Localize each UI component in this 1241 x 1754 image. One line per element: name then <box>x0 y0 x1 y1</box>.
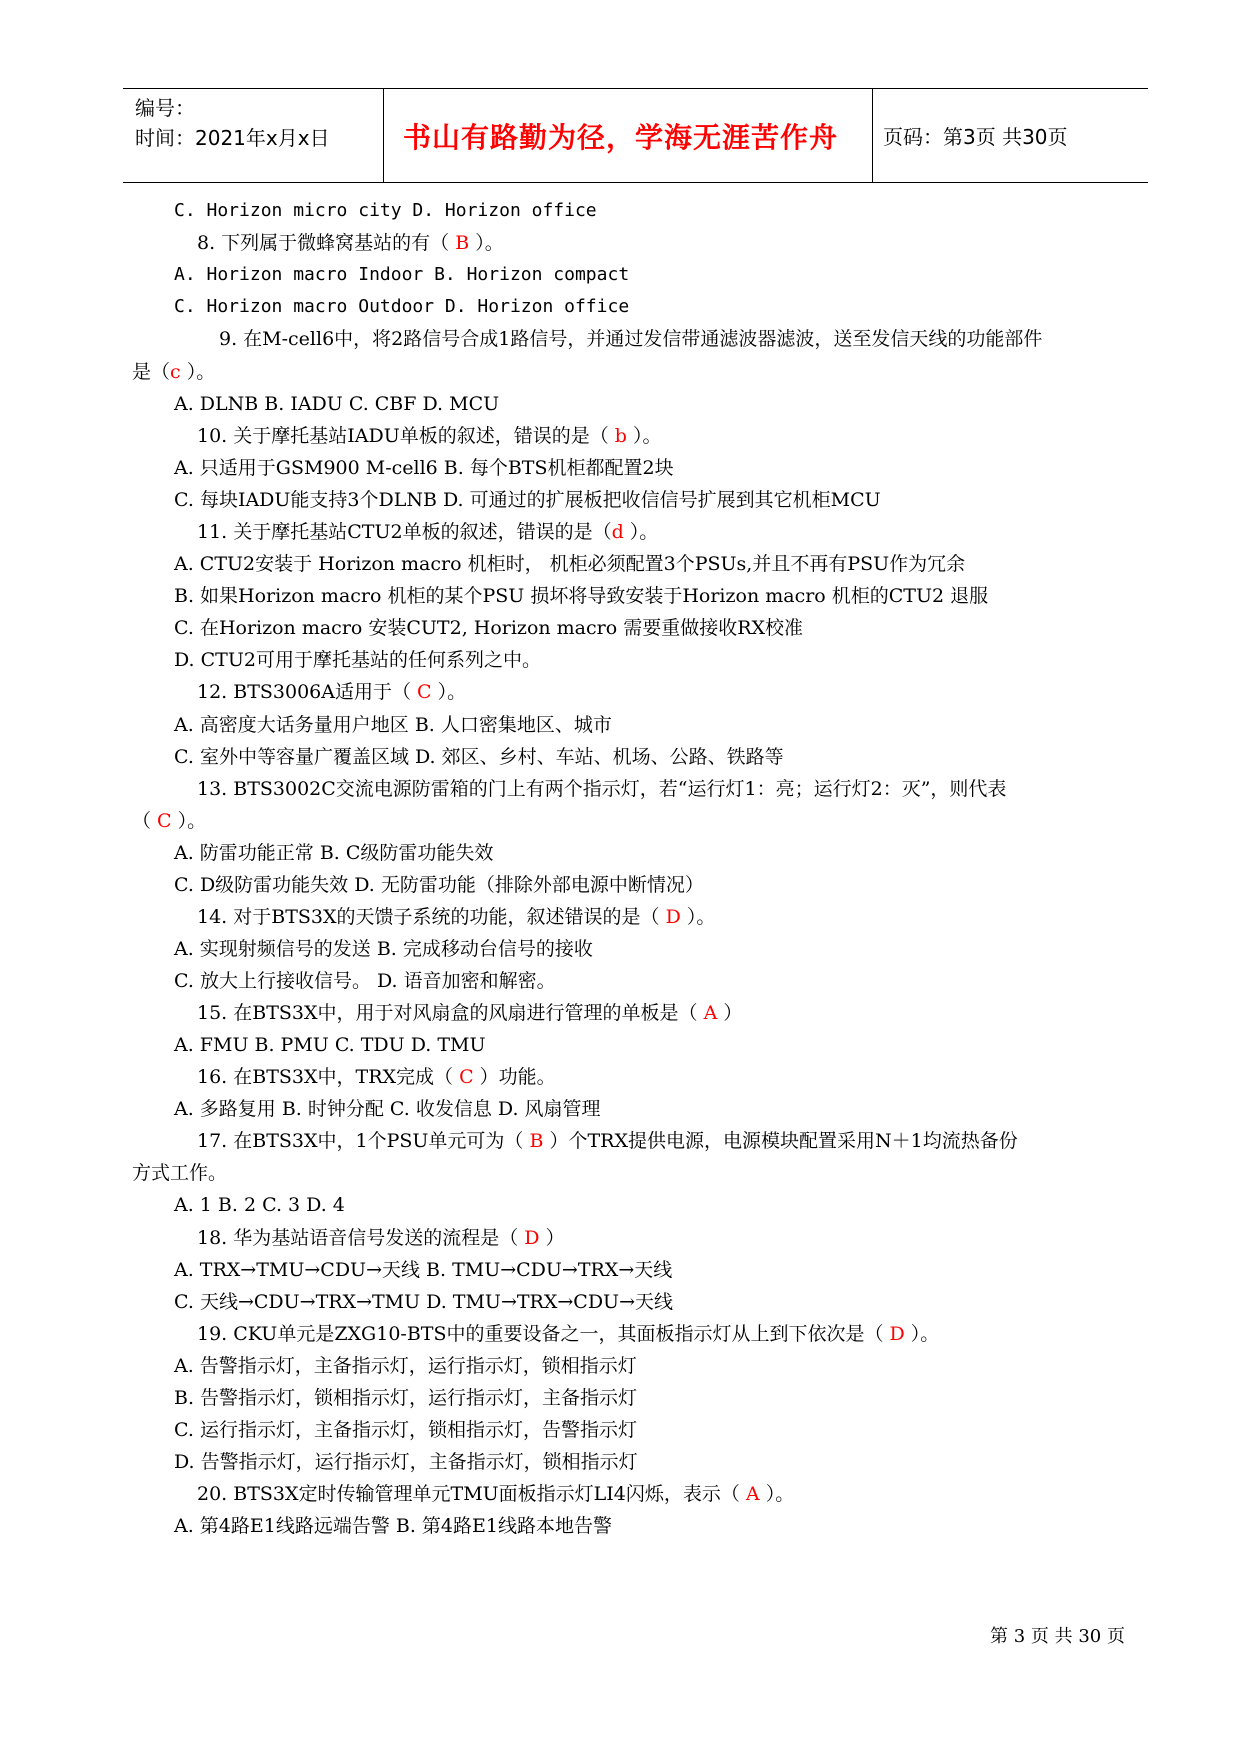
line-text: A. 1 B. 2 C. 3 D. 4 <box>174 1194 345 1216</box>
line-text: 19. CKU单元是ZXG10-BTS中的重要设备之一，其面板指示灯从上到下依次是（ <box>197 1323 890 1345</box>
question-line <box>174 1033 486 1057</box>
number-label: 编号： <box>135 96 195 120</box>
line-text: ）。 <box>904 1323 940 1345</box>
line-text: C. 在Horizon macro 安装CUT2, Horizon macro 需要重做接收RX校准 <box>174 617 804 639</box>
line-text: ）。 <box>171 810 207 832</box>
line-text: A. 高密度大话务量用户地区 B. 人口密集地区、城市 <box>174 714 612 736</box>
page-label: 页码：第3页 共30页 <box>883 125 1068 149</box>
question-line <box>174 1290 673 1314</box>
question-line <box>197 680 466 704</box>
question-line <box>219 327 1042 351</box>
line-text: ）。 <box>680 906 716 928</box>
line-text: D. CTU2可用于摩托基站的任何系列之中。 <box>174 649 541 671</box>
answer-mark: C <box>459 1066 474 1088</box>
answer-mark: C <box>157 810 172 832</box>
question-line <box>132 809 206 833</box>
line-text: ） <box>539 1227 565 1249</box>
line-text: 8. 下列属于微蜂窝基站的有（ <box>197 232 456 254</box>
question-line <box>174 584 988 608</box>
line-text: 方式工作。 <box>132 1162 228 1184</box>
question-line <box>174 263 629 287</box>
line-text: C. 放大上行接收信号。 D. 语音加密和解密。 <box>174 970 556 992</box>
line-text: ）。 <box>431 681 467 703</box>
line-text: D. 告警指示灯，运行指示灯，主备指示灯，锁相指示灯 <box>174 1451 638 1473</box>
question-line <box>174 937 593 961</box>
question-line <box>174 1354 637 1378</box>
answer-mark: A <box>703 1002 718 1024</box>
line-text: 18. 华为基站语音信号发送的流程是（ <box>197 1227 525 1249</box>
question-line <box>197 424 662 448</box>
answer-mark: D <box>665 906 681 928</box>
time-label: 时间：2021年x月x日 <box>135 126 330 150</box>
question-line <box>197 1322 939 1346</box>
line-text: ）。 <box>469 232 504 254</box>
answer-mark: D <box>889 1323 905 1345</box>
line-text: A. 第4路E1线路远端告警 B. 第4路E1线路本地告警 <box>174 1515 612 1537</box>
line-text: ）。 <box>623 521 659 543</box>
answer-mark: b <box>614 425 627 447</box>
line-text: 15. 在BTS3X中，用于对风扇盒的风扇进行管理的单板是（ <box>197 1002 704 1024</box>
question-line <box>174 1258 672 1282</box>
question-line <box>197 1482 794 1506</box>
answer-mark: A <box>745 1483 760 1505</box>
line-text: A. FMU B. PMU C. TDU D. TMU <box>174 1034 486 1056</box>
question-line <box>197 1065 556 1089</box>
line-text: A. TRX→TMU→CDU→天线 B. TMU→CDU→TRX→天线 <box>174 1259 673 1281</box>
question-line <box>174 841 493 865</box>
line-text: ）。 <box>180 361 216 383</box>
question-line <box>174 199 597 223</box>
line-text: ）个TRX提供电源，电源模块配置采用N＋1均流热备份 <box>543 1130 1018 1152</box>
question-line <box>174 648 541 672</box>
question-line <box>174 1418 637 1442</box>
question-line <box>132 360 215 384</box>
question-line <box>174 456 674 480</box>
line-text: 17. 在BTS3X中，1个PSU单元可为（ <box>197 1130 530 1152</box>
line-text: ） <box>717 1002 743 1024</box>
line-text: ）功能。 <box>473 1066 556 1088</box>
question-line <box>174 713 612 737</box>
line-text: 16. 在BTS3X中，TRX完成（ <box>197 1066 460 1088</box>
question-line <box>174 873 704 897</box>
line-text: 9. 在M-cell6中，将2路信号合成1路信号，并通过发信带通滤波器滤波，送至发信天线的功能部件 <box>219 328 1043 350</box>
question-line <box>197 520 658 544</box>
question-line <box>174 392 499 416</box>
line-text: A. 实现射频信号的发送 B. 完成移动台信号的接收 <box>174 938 593 960</box>
line-text: A. 多路复用 B. 时钟分配 C. 收发信息 D. 风扇管理 <box>174 1098 601 1120</box>
page-footer: 第 3 页 共 30 页 <box>990 1626 1125 1647</box>
line-text: C. Horizon micro city D. Horizon office <box>174 200 597 221</box>
question-line <box>174 969 556 993</box>
header-motto: 书山有路勤为径，学海无涯苦作舟 <box>402 120 838 154</box>
line-text: 20. BTS3X定时传输管理单元TMU面板指示灯LI4闪烁，表示（ <box>197 1483 746 1505</box>
question-line <box>174 616 803 640</box>
header-left <box>135 93 330 153</box>
line-text: 14. 对于BTS3X的天馈子系统的功能，叙述错误的是（ <box>197 906 666 928</box>
line-text: C. 天线→CDU→TRX→TMU D. TMU→TRX→CDU→天线 <box>174 1291 673 1313</box>
line-text: C. 室外中等容量广覆盖区域 D. 郊区、乡村、车站、机场、公路、铁路等 <box>174 746 784 768</box>
page-header <box>123 88 1148 183</box>
question-line <box>197 1226 565 1250</box>
line-text: 10. 关于摩托基站IADU单板的叙述，错误的是（ <box>197 425 615 447</box>
question-line <box>197 905 715 929</box>
question-line <box>174 1450 638 1474</box>
question-line <box>174 552 965 576</box>
line-text: 12. BTS3006A适用于（ <box>197 681 418 703</box>
line-text: A. CTU2安装于 Horizon macro 机柜时， 机柜必须配置3个PSUs,并且不再有PSU作为冗余 <box>174 553 966 575</box>
line-text: C. 运行指示灯，主备指示灯，锁相指示灯，告警指示灯 <box>174 1419 637 1441</box>
line-text: C. D级防雷功能失效 D. 无防雷功能（排除外部电源中断情况） <box>174 874 704 896</box>
question-line <box>174 1193 345 1217</box>
line-text: C. 每块IADU能支持3个DLNB D. 可通过的扩展板把收信信号扩展到其它机柜MCU <box>174 489 881 511</box>
question-line <box>174 295 629 319</box>
line-text: A. Horizon macro Indoor B. Horizon compact <box>174 264 630 285</box>
line-text: B. 如果Horizon macro 机柜的某个PSU 损坏将导致安装于Horizon macro 机柜的CTU2 退服 <box>174 585 989 607</box>
answer-mark: d <box>611 521 624 543</box>
answer-mark: c <box>170 361 181 383</box>
question-line <box>197 231 504 255</box>
question-line <box>174 745 784 769</box>
line-text: 11. 关于摩托基站CTU2单板的叙述，错误的是（ <box>197 521 612 543</box>
question-line <box>197 1001 742 1025</box>
line-text: A. 防雷功能正常 B. C级防雷功能失效 <box>174 842 494 864</box>
question-line <box>174 1097 601 1121</box>
line-text: （ <box>132 810 158 832</box>
answer-mark: C <box>417 681 432 703</box>
line-text: 是（ <box>132 361 171 383</box>
answer-mark: B <box>455 232 470 254</box>
line-text: 13. BTS3002C交流电源防雷箱的门上有两个指示灯，若“运行灯1：亮；运行灯2：灭”，则代表 <box>197 778 1007 800</box>
question-line <box>197 1129 1018 1153</box>
question-line <box>197 777 1006 801</box>
question-line <box>132 1161 227 1185</box>
line-text: A. 只适用于GSM900 M-cell6 B. 每个BTS机柜都配置2块 <box>174 457 674 479</box>
question-line <box>174 1514 612 1538</box>
line-text: ）。 <box>626 425 662 447</box>
line-text: B. 告警指示灯，锁相指示灯，运行指示灯，主备指示灯 <box>174 1387 638 1409</box>
line-text: A. DLNB B. IADU C. CBF D. MCU <box>174 393 500 415</box>
header-divider <box>872 89 873 182</box>
line-text: A. 告警指示灯，主备指示灯，运行指示灯，锁相指示灯 <box>174 1355 637 1377</box>
line-text: C. Horizon macro Outdoor D. Horizon office <box>174 296 630 317</box>
question-line <box>174 488 881 512</box>
line-text: ）。 <box>759 1483 795 1505</box>
answer-mark: D <box>524 1227 540 1249</box>
question-line <box>174 1386 637 1410</box>
answer-mark: B <box>529 1130 544 1152</box>
